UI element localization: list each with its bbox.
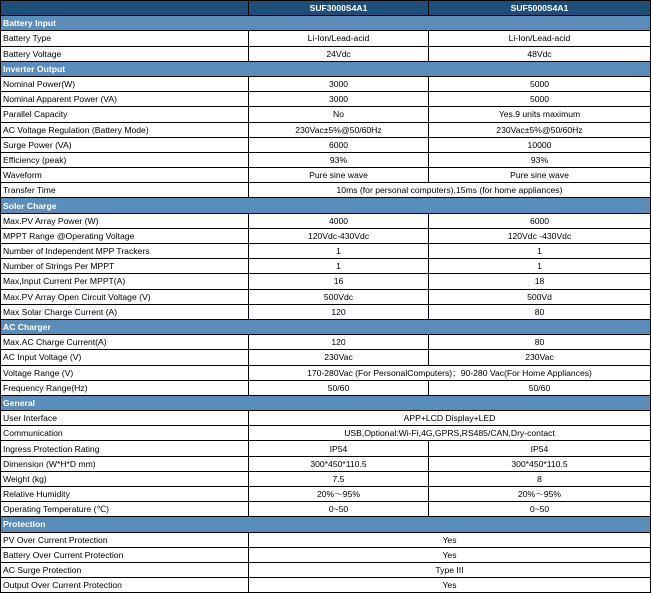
row-label: Battery Type xyxy=(1,31,249,46)
row-label: Max Solar Charge Current (A) xyxy=(1,304,249,319)
row-value-model-1: 230Vac xyxy=(249,350,429,365)
row-label: Relative Humidity xyxy=(1,487,249,502)
table-row xyxy=(1,289,651,304)
row-label: Output Over Current Protection xyxy=(1,578,249,593)
row-label: Nominal Apparent Power (VA) xyxy=(1,92,249,107)
row-value-model-2: 48Vdc xyxy=(429,46,651,61)
row-label: Number of Strings Per MPPT xyxy=(1,259,249,274)
spec-table-body xyxy=(1,1,651,593)
row-label: PV Over Current Protection xyxy=(1,532,249,547)
row-label: Transfer Time xyxy=(1,183,249,198)
row-value-model-1: 3000 xyxy=(249,76,429,91)
row-merged-value: Type III xyxy=(249,562,651,577)
section-header-soler-charge xyxy=(1,198,651,213)
row-value-model-1: 20%～95% xyxy=(249,487,429,502)
table-row xyxy=(1,502,651,517)
table-row xyxy=(1,122,651,137)
model-header-1: SUF3000S4A1 xyxy=(249,1,429,16)
row-value-model-1: Li-Ion/Lead-acid xyxy=(249,31,429,46)
row-label: AC Voltage Regulation (Battery Mode) xyxy=(1,122,249,137)
section-title: Battery Input xyxy=(1,16,651,31)
row-value-model-2: 80 xyxy=(429,335,651,350)
table-row xyxy=(1,365,651,380)
table-row xyxy=(1,487,651,502)
section-header-ac-charger xyxy=(1,319,651,334)
row-label: Max.AC Charge Current(A) xyxy=(1,335,249,350)
row-label: Nominal Power(W) xyxy=(1,76,249,91)
section-header-general xyxy=(1,395,651,410)
table-row xyxy=(1,532,651,547)
row-value-model-2: 1 xyxy=(429,259,651,274)
row-label: Waveform xyxy=(1,168,249,183)
table-row xyxy=(1,31,651,46)
row-label: Max,Input Current Per MPPT(A) xyxy=(1,274,249,289)
row-merged-value: Yes xyxy=(249,532,651,547)
section-title: Inverter Output xyxy=(1,61,651,76)
table-row xyxy=(1,107,651,122)
row-value-model-2: 120Vdc -430Vdc xyxy=(429,228,651,243)
row-value-model-2: 5000 xyxy=(429,76,651,91)
row-label: Operating Temperature (℃) xyxy=(1,502,249,517)
row-value-model-1: 93% xyxy=(249,152,429,167)
row-label: AC Input Voltage (V) xyxy=(1,350,249,365)
table-row xyxy=(1,335,651,350)
table-row xyxy=(1,547,651,562)
section-title: Protection xyxy=(1,517,651,532)
row-value-model-2: 5000 xyxy=(429,92,651,107)
row-label: Efficiency (peak) xyxy=(1,152,249,167)
model-header-2: SUF5000S4A1 xyxy=(429,1,651,16)
row-label: AC Surge Protection xyxy=(1,562,249,577)
row-label: Communication xyxy=(1,426,249,441)
row-label: Voltage Range (V) xyxy=(1,365,249,380)
row-value-model-2: 6000 xyxy=(429,213,651,228)
table-row xyxy=(1,380,651,395)
section-title: AC Charger xyxy=(1,319,651,334)
row-value-model-2: 80 xyxy=(429,304,651,319)
row-label: MPPT Range @Operating Voltage xyxy=(1,228,249,243)
row-value-model-2: 1 xyxy=(429,244,651,259)
row-value-model-1: 24Vdc xyxy=(249,46,429,61)
row-label: Battery Voltage xyxy=(1,46,249,61)
row-label: Weight (kg) xyxy=(1,471,249,486)
row-value-model-1: 16 xyxy=(249,274,429,289)
row-value-model-1: 120Vdc-430Vdc xyxy=(249,228,429,243)
row-value-model-1: IP54 xyxy=(249,441,429,456)
table-row xyxy=(1,578,651,593)
table-row xyxy=(1,213,651,228)
table-row xyxy=(1,152,651,167)
table-row xyxy=(1,426,651,441)
header-row xyxy=(1,1,651,16)
table-row xyxy=(1,244,651,259)
row-value-model-1: 500Vdc xyxy=(249,289,429,304)
row-value-model-1: 4000 xyxy=(249,213,429,228)
row-label: Max.PV Array Open Circuit Voltage (V) xyxy=(1,289,249,304)
row-value-model-1: 0~50 xyxy=(249,502,429,517)
row-merged-value: 170-280Vac (For PersonalComputers)；90-280 Vac(For Home Appliances) xyxy=(249,365,651,380)
row-value-model-1: No xyxy=(249,107,429,122)
table-row xyxy=(1,92,651,107)
section-header-protection xyxy=(1,517,651,532)
row-value-model-2: Pure sine wave xyxy=(429,168,651,183)
table-row xyxy=(1,471,651,486)
row-value-model-1: 7.5 xyxy=(249,471,429,486)
row-value-model-2: Li-Ion/Lead-acid xyxy=(429,31,651,46)
table-row xyxy=(1,168,651,183)
row-merged-value: 10ms (for personal computers),15ms (for home appliances) xyxy=(249,183,651,198)
row-value-model-2: 18 xyxy=(429,274,651,289)
row-value-model-2: 20%～95% xyxy=(429,487,651,502)
row-value-model-1: 230Vac±5%@50/60Hz xyxy=(249,122,429,137)
row-label: Ingress Protection Rating xyxy=(1,441,249,456)
row-value-model-2: IP54 xyxy=(429,441,651,456)
row-merged-value: Yes xyxy=(249,547,651,562)
row-merged-value: USB,Optional:Wi-Fi,4G,GPRS,RS485/CAN,Dry-contact xyxy=(249,426,651,441)
row-label: Battery Over Current Protection xyxy=(1,547,249,562)
table-row xyxy=(1,46,651,61)
row-value-model-1: 1 xyxy=(249,259,429,274)
table-row xyxy=(1,274,651,289)
row-value-model-2: 230Vac±5%@50/60Hz xyxy=(429,122,651,137)
table-row xyxy=(1,259,651,274)
row-value-model-1: 3000 xyxy=(249,92,429,107)
table-row xyxy=(1,562,651,577)
table-row xyxy=(1,76,651,91)
row-value-model-1: 120 xyxy=(249,335,429,350)
row-label: User Interface xyxy=(1,411,249,426)
row-label: Frequency Range(Hz) xyxy=(1,380,249,395)
row-value-model-2: 93% xyxy=(429,152,651,167)
row-value-model-2: Yes.9 units maximum xyxy=(429,107,651,122)
row-value-model-2: 10000 xyxy=(429,137,651,152)
section-header-battery-input xyxy=(1,16,651,31)
row-value-model-2: 230Vac xyxy=(429,350,651,365)
row-value-model-2: 8 xyxy=(429,471,651,486)
row-value-model-1: 50/60 xyxy=(249,380,429,395)
row-value-model-2: 0~50 xyxy=(429,502,651,517)
row-label: Number of Independent MPP Trackers xyxy=(1,244,249,259)
header-corner-cell xyxy=(1,1,249,16)
table-row xyxy=(1,411,651,426)
row-label: Surge Power (VA) xyxy=(1,137,249,152)
row-label: Dimension (W*H*D mm) xyxy=(1,456,249,471)
row-label: Max.PV Array Power (W) xyxy=(1,213,249,228)
table-row xyxy=(1,350,651,365)
row-value-model-1: 120 xyxy=(249,304,429,319)
row-merged-value: Yes xyxy=(249,578,651,593)
row-value-model-1: 6000 xyxy=(249,137,429,152)
table-row xyxy=(1,304,651,319)
row-value-model-2: 500Vd xyxy=(429,289,651,304)
row-value-model-2: 50/60 xyxy=(429,380,651,395)
row-value-model-1: 300*450*110.5 xyxy=(249,456,429,471)
table-row xyxy=(1,228,651,243)
section-title: Soler Charge xyxy=(1,198,651,213)
section-header-inverter-output xyxy=(1,61,651,76)
table-row xyxy=(1,137,651,152)
table-row xyxy=(1,441,651,456)
row-merged-value: APP+LCD Display+LED xyxy=(249,411,651,426)
row-value-model-2: 300*450*110.5 xyxy=(429,456,651,471)
row-value-model-1: Pure sine wave xyxy=(249,168,429,183)
section-title: General xyxy=(1,395,651,410)
row-value-model-1: 1 xyxy=(249,244,429,259)
table-row xyxy=(1,183,651,198)
table-row xyxy=(1,456,651,471)
row-label: Parallel Capacity xyxy=(1,107,249,122)
